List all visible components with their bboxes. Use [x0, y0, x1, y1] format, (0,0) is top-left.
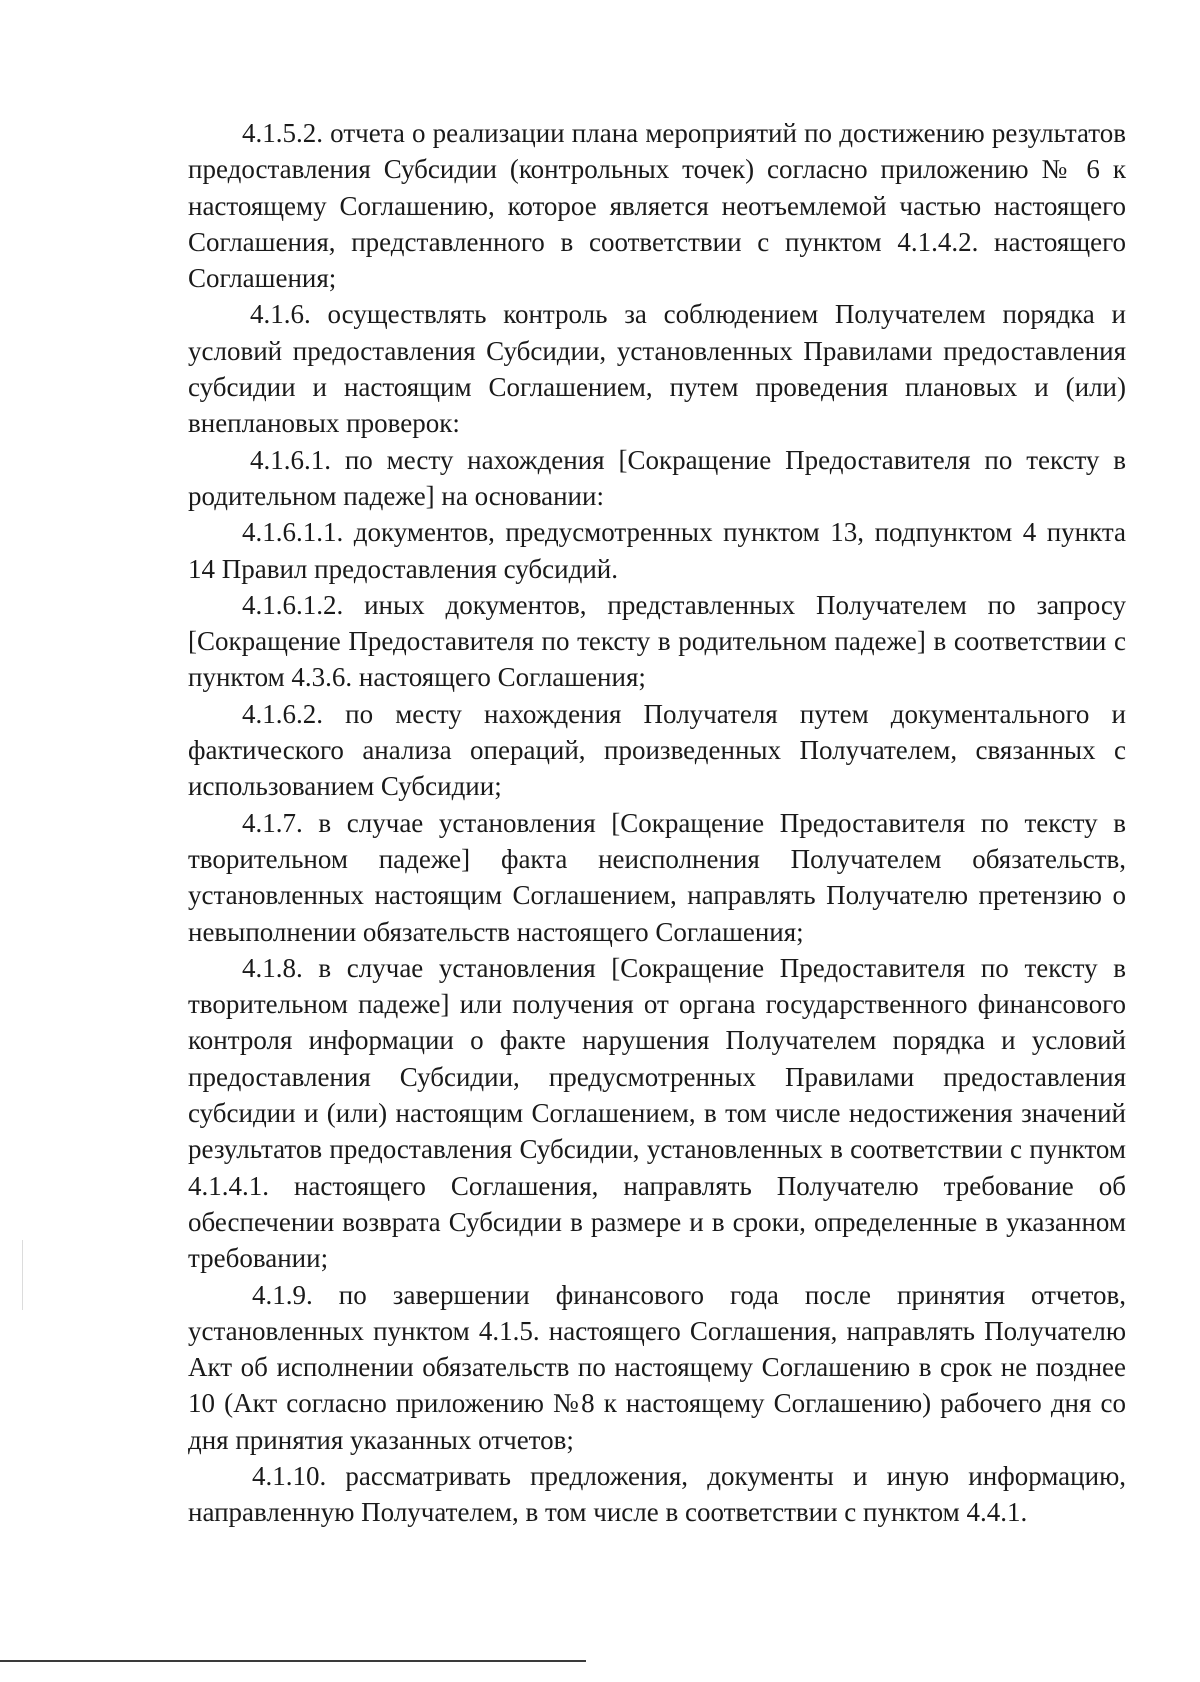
paragraph-4-1-9: 4.1.9. по завершении финансового года после принятия отчетов, установленных пунктом 4.1.5. настоящего Соглашения, направлять Получателю Акт об исполнении обязательств по настоящему Соглашению в срок не позднее 10 (Акт согласно приложению №8 к настоящему Соглашению) рабочего дня со дня принятия указанных отчетов;: [188, 1279, 1126, 1455]
paragraph-4-1-6: 4.1.6. осуществлять контроль за соблюдением Получателем порядка и условий предоставления Субсидии, установленных Правилами предоставления субсидии и настоящим Соглашением, путем проведения плановых и (или) внеплановых проверок:: [188, 299, 1126, 439]
paragraph-4-1-6-1-2: 4.1.6.1.2. иных документов, представленных Получателем по запросу [Сокращение Предоставителя по тексту в родительном падеже] в соответствии с пунктом 4.3.6. настоящего Соглашения;: [188, 589, 1126, 693]
paragraph-4-1-6-1-1: 4.1.6.1.1. документов, предусмотренных пунктом 13, подпунктом 4 пункта 14 Правил предоставления субсидий.: [188, 517, 1126, 584]
paragraph-4-1-7: 4.1.7. в случае установления [Сокращение Предоставителя по тексту в творительном падеже] факта неисполнения Получателем обязательств, установленных настоящим Соглашением, направлять Получателю претензию о невыполнении обязательств настоящего Соглашения;: [188, 807, 1126, 947]
document-body: [188, 115, 1126, 1531]
paragraph-4-1-8: 4.1.8. в случае установления [Сокращение Предоставителя по тексту в творительном падеже] или получения от органа государственного финансового контроля информации о факте нарушения Получателем порядка и условий предоставления Субсидии, предусмотренных Правилами предоставления субсидии и (или) настоящим Соглашением, в том числе недостижения значений результатов предоставления Субсидии, установленных в соответствии с пунктом 4.1.4.1. настоящего Соглашения, направлять Получателю требование об обеспечении возврата Субсидии в размере и в сроки, определенные в указанном требовании;: [188, 952, 1126, 1274]
paragraph-4-1-6-1: 4.1.6.1. по месту нахождения [Сокращение Предоставителя по тексту в родительном падеже] на основании:: [188, 444, 1126, 511]
paragraph-4-1-5-2: 4.1.5.2. отчета о реализации плана мероприятий по достижению результатов предоставления Субсидии (контрольных точек) согласно приложению № 6 к настоящему Соглашению, которое является неотъемлемой частью настоящего Соглашения, представленного в соответствии с пунктом 4.1.4.2. настоящего Соглашения;: [188, 118, 1126, 294]
paragraph-4-1-6-2: 4.1.6.2. по месту нахождения Получателя путем документального и фактического анализа операций, произведенных Получателем, связанных с использованием Субсидии;: [188, 698, 1126, 802]
footnote-separator-line: [0, 1660, 586, 1662]
scan-margin-mark: [22, 1240, 23, 1310]
paragraph-4-1-10: 4.1.10. рассматривать предложения, документы и иную информацию, направленную Получателем, в том числе в соответствии с пунктом 4.4.1.: [188, 1460, 1126, 1528]
